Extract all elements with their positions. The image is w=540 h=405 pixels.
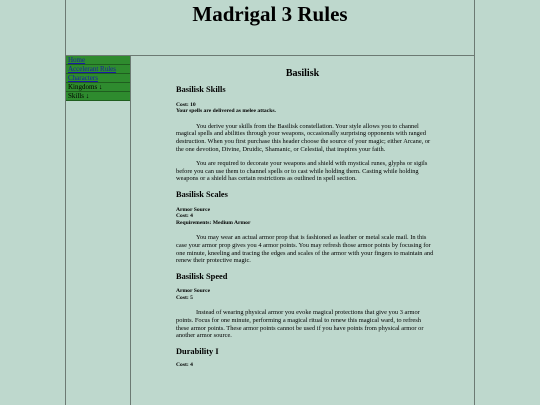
section-cost: Cost: 4: [176, 362, 193, 369]
nav-characters-link[interactable]: Characters: [66, 74, 130, 83]
section-cost: Cost: 4: [176, 213, 193, 220]
nav-home-link[interactable]: Home: [66, 56, 130, 65]
nav-skills-dropdown[interactable]: Skills ↓: [66, 92, 130, 101]
section-requirements: Requirements: Medium Armor: [176, 219, 251, 226]
section-note: Your spells are delivered as melee attacks.: [176, 108, 276, 115]
section-armor-source: Armor Source: [176, 288, 211, 295]
section-heading: Basilisk Speed: [176, 271, 228, 281]
section-heading: Durability I: [176, 346, 219, 356]
page-title: Basilisk: [285, 68, 320, 79]
section-paragraph: You derive your skills from the Basilisk constellation. Your style allows you to channel magical spells and abilities through your weapons, occasionally surprising opponents with ranged destruction. When you first purchase this header choose the source of your magic; either Arcane, or the one devotion, Divine, Druidic, Shamanic, or Celestial, that inspires your faith.: [176, 122, 431, 153]
main-content: [176, 86, 434, 369]
nav-kingdoms-dropdown[interactable]: Kingdoms ↓: [66, 83, 130, 92]
sidebar-nav: [66, 56, 130, 101]
section-paragraph: Instead of wearing physical armor you evoke magical protections that give you 3 armor points. Focus for one minute, performing a magical ritual to renew this magical ward, to refresh these armor points. These armor points cannot be used if you have points from physical armor or another armor source.: [176, 309, 424, 340]
section-armor-source: Armor Source: [176, 206, 211, 213]
section-heading: Basilisk Skills: [176, 85, 226, 94]
nav-accelerant-rules-link[interactable]: Accelerant Rules: [66, 65, 130, 74]
section-paragraph: You may wear an actual armor prop that is fashioned as leather or metal scale mail. In this case your armor prop gives you 4 armor points. You may refresh those armor points by focusing for one minute, kneeling and tracing the edges and scales of the armor with your fingers to maintain and renew their protective magic.: [176, 234, 434, 265]
section-heading: Basilisk Scales: [176, 189, 228, 199]
section-cost: Cost: 10: [176, 101, 196, 108]
section-paragraph: You are required to decorate your weapons and shield with mystical runes, glyphs or sigils before you can use them to channel spells or to cast while holding them. Casting while holding weapons or a shield has certain restrictions as outlined in spell section.: [176, 160, 428, 183]
section-cost: Cost: 5: [176, 294, 193, 301]
site-title: Madrigal 3 Rules: [192, 2, 348, 26]
